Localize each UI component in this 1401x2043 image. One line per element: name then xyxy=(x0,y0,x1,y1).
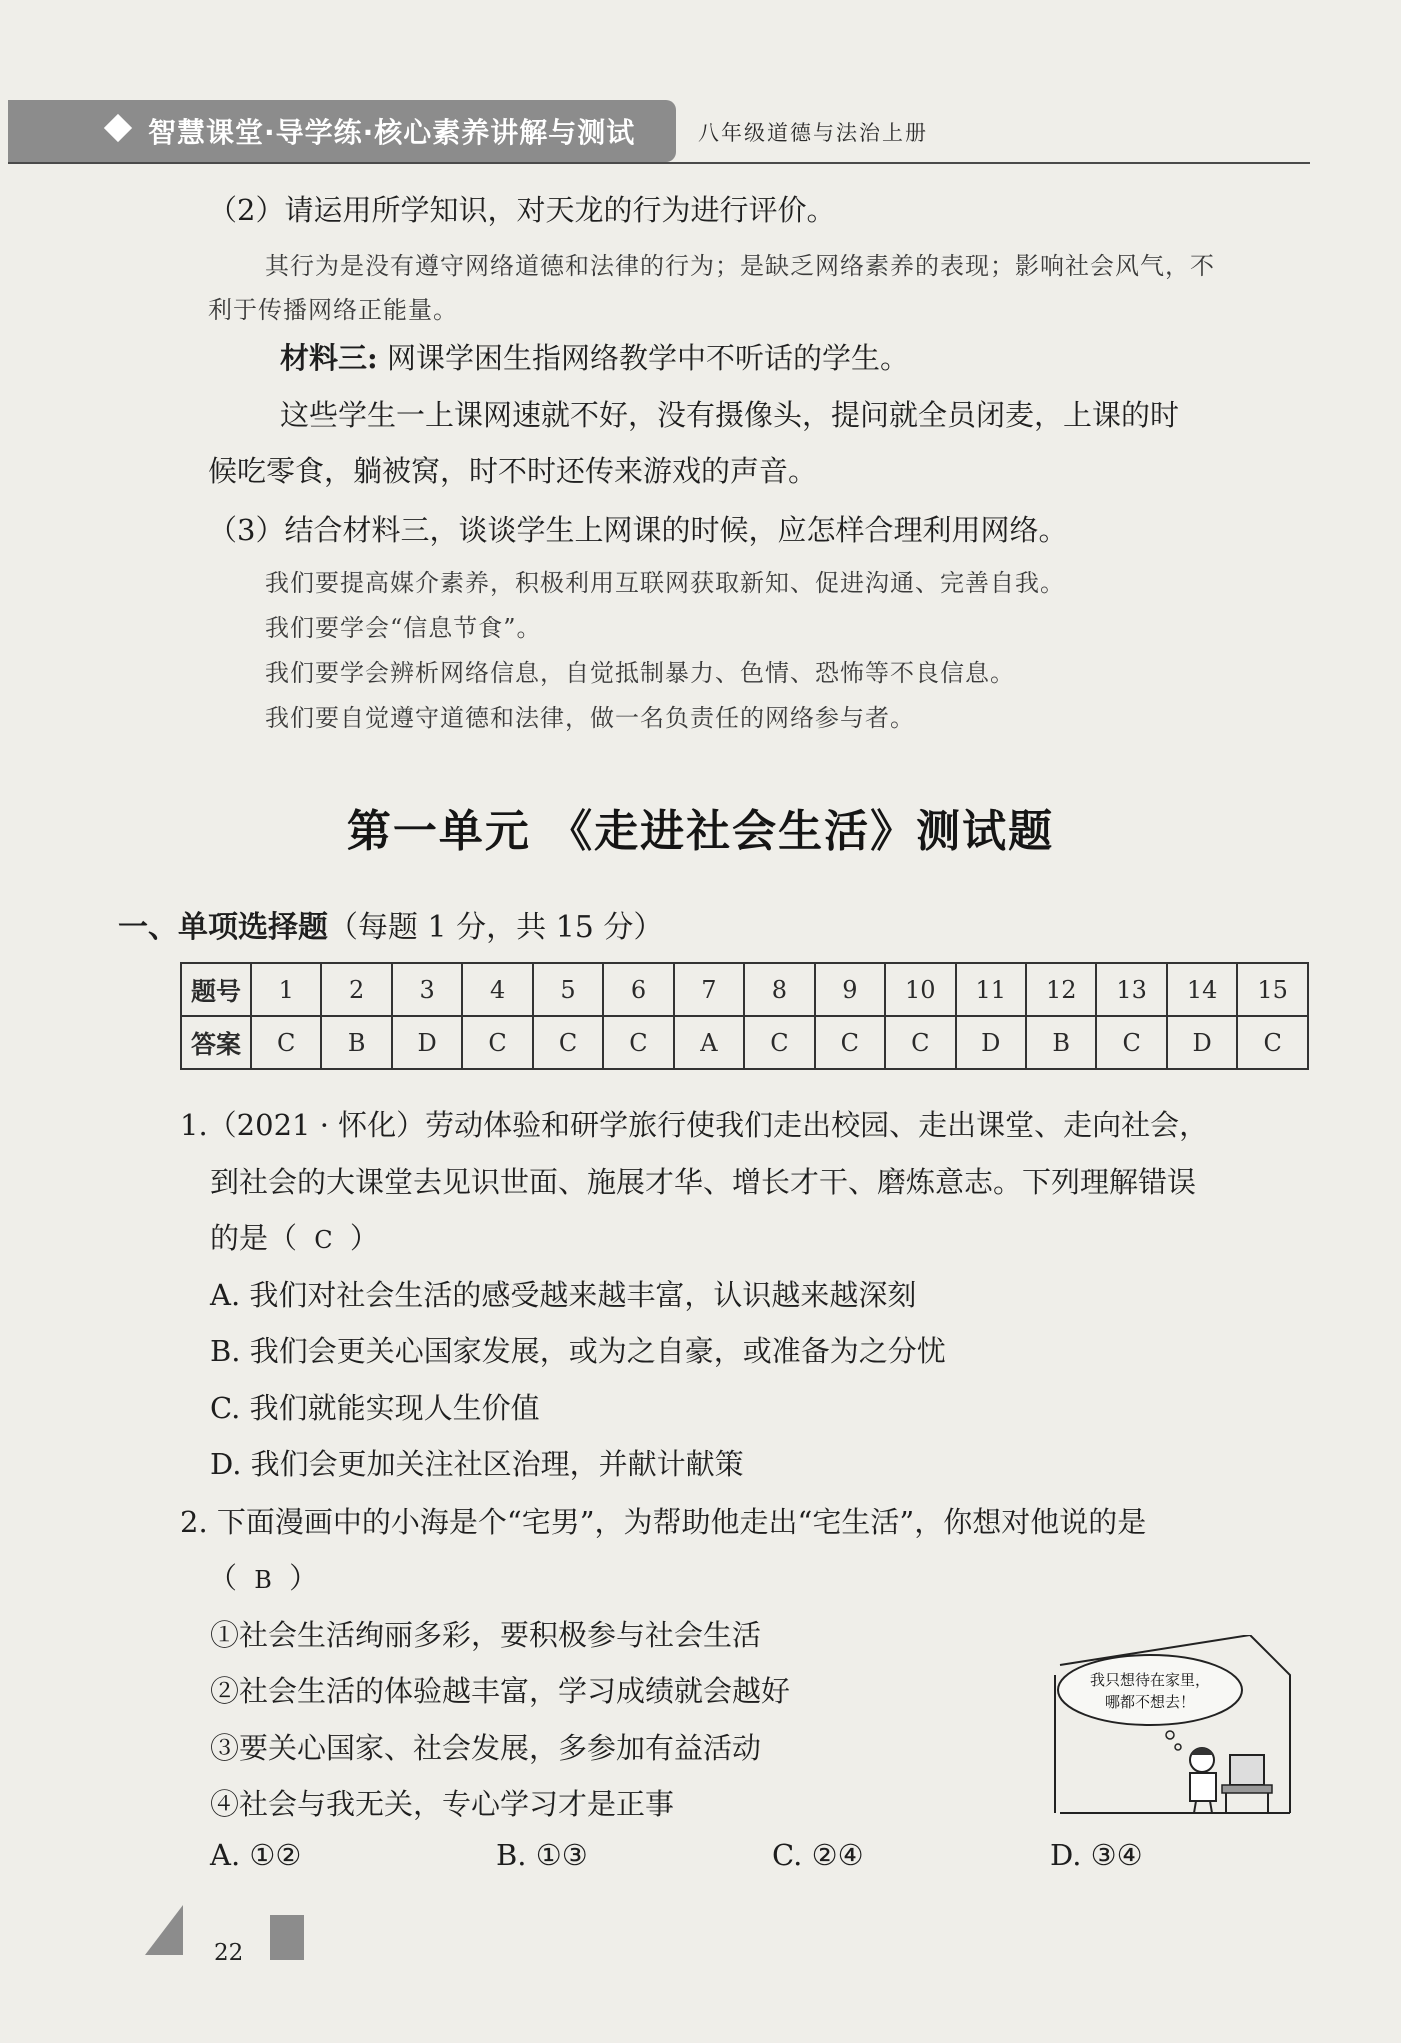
cartoon-speech-line: 我只想待在家里， xyxy=(1089,1671,1211,1689)
answer-cell: A xyxy=(674,1016,744,1069)
thought-bubble xyxy=(1058,1655,1242,1725)
row-label: 答案 xyxy=(181,1016,251,1069)
question-number: 1 xyxy=(251,963,321,1016)
q3-answer-line: 我们要学会“信息节食”。 xyxy=(265,614,542,642)
q1-option-c: C. 我们就能实现人生价值 xyxy=(210,1391,540,1425)
paren-open: 的是（ xyxy=(210,1221,298,1255)
question-number: 13 xyxy=(1096,963,1166,1016)
q2-prompt: （2）请运用所学知识，对天龙的行为进行评价。 xyxy=(208,193,836,227)
table-row xyxy=(181,963,1308,1016)
q1-option-a: A. 我们对社会生活的感受越来越丰富，认识越来越深刻 xyxy=(210,1278,917,1312)
question-number: 4 xyxy=(462,963,532,1016)
header-subtitle: 八年级道德与法治上册 xyxy=(698,121,928,145)
boy-leg xyxy=(1194,1801,1196,1813)
paren-close: ） xyxy=(349,1221,379,1255)
header-divider xyxy=(8,162,1310,164)
paren-close: ） xyxy=(289,1561,319,1595)
footer-block-decoration xyxy=(270,1915,304,1960)
q2-answer-line: 其行为是没有遵守网络道德和法律的行为；是缺乏网络素养的表现；影响社会风气，不 xyxy=(265,252,1215,280)
q2-choice-b: B. ①③ xyxy=(496,1838,588,1872)
page-number: 22 xyxy=(214,1940,244,1966)
question-number: 12 xyxy=(1026,963,1096,1016)
answer-table xyxy=(180,962,1309,1070)
question-number: 2 xyxy=(321,963,391,1016)
question-number: 5 xyxy=(533,963,603,1016)
q2-answer: B xyxy=(254,1566,272,1594)
answer-cell: B xyxy=(1026,1016,1096,1069)
q3-answer-line: 我们要提高媒介素养，积极利用互联网获取新知、促进沟通、完善自我。 xyxy=(265,569,1065,597)
material3-title-line xyxy=(280,336,909,377)
desk xyxy=(1222,1785,1272,1793)
boy-body xyxy=(1190,1773,1216,1801)
q1-stem-line: 1.（2021 · 怀化）劳动体验和研学旅行使我们走出校园、走出课堂、走向社会， xyxy=(180,1108,1209,1142)
paren-open: （ xyxy=(208,1561,238,1595)
q2-stem-end xyxy=(208,1556,318,1597)
section-heading xyxy=(118,902,663,946)
q2-stem-line: 2. 下面漫画中的小海是个“宅男”，为帮助他走出“宅生活”，你想对他说的是 xyxy=(180,1505,1147,1539)
row-label: 题号 xyxy=(181,963,251,1016)
answer-cell: B xyxy=(321,1016,391,1069)
header-title: 智慧课堂·导学练·核心素养讲解与测试 xyxy=(148,116,636,149)
material3-body-line: 这些学生一上课网速就不好，没有摄像头，提问就全员闭麦，上课的时 xyxy=(280,398,1180,432)
computer-monitor xyxy=(1230,1755,1264,1785)
section-note: （每题 1 分，共 15 分） xyxy=(328,910,664,945)
q3-answer-line: 我们要学会辨析网络信息，自觉抵制暴力、色情、恐怖等不良信息。 xyxy=(265,659,1015,687)
section-title: 一、单项选择题 xyxy=(118,910,328,945)
answer-cell: C xyxy=(1096,1016,1166,1069)
boy-hair xyxy=(1190,1748,1214,1756)
q3-prompt: （3）结合材料三，谈谈学生上网课的时候，应怎样合理利用网络。 xyxy=(208,513,1068,547)
boy-leg xyxy=(1210,1801,1212,1813)
q2-statement: ①社会生活绚丽多彩，要积极参与社会生活 xyxy=(210,1618,762,1652)
thought-dot xyxy=(1175,1744,1181,1750)
q2-statement: ③要关心国家、社会发展，多参加有益活动 xyxy=(210,1731,762,1765)
question-number: 8 xyxy=(744,963,814,1016)
question-number: 11 xyxy=(956,963,1026,1016)
q3-answer-line: 我们要自觉遵守道德和法律，做一名负责任的网络参与者。 xyxy=(265,704,915,732)
q1-option-b: B. 我们会更关心国家发展，或为之自豪，或准备为之分忧 xyxy=(210,1334,946,1368)
material3-body-line: 候吃零食，躺被窝，时不时还传来游戏的声音。 xyxy=(208,454,818,488)
q2-statement: ②社会生活的体验越丰富，学习成绩就会越好 xyxy=(210,1674,791,1708)
thought-dot xyxy=(1166,1731,1174,1739)
table-row xyxy=(181,1016,1308,1069)
q2-choice-a: A. ①② xyxy=(210,1838,302,1872)
answer-cell: C xyxy=(885,1016,955,1069)
answer-cell: D xyxy=(392,1016,462,1069)
question-number: 3 xyxy=(392,963,462,1016)
answer-cell: C xyxy=(603,1016,673,1069)
question-number: 7 xyxy=(674,963,744,1016)
answer-cell: C xyxy=(815,1016,885,1069)
question-number: 14 xyxy=(1167,963,1237,1016)
material3-title: 网课学困生指网络教学中不听话的学生。 xyxy=(386,341,909,375)
q1-stem-line: 到社会的大课堂去见识世面、施展才华、增长才干、磨炼意志。下列理解错误 xyxy=(210,1165,1197,1199)
q2-statement: ④社会与我无关，专心学习才是正事 xyxy=(210,1787,675,1821)
answer-cell: C xyxy=(251,1016,321,1069)
question-number: 6 xyxy=(603,963,673,1016)
q2-choice-c: C. ②④ xyxy=(772,1838,864,1872)
answer-cell: C xyxy=(533,1016,603,1069)
material3-label: 材料三: xyxy=(280,341,378,375)
answer-cell: C xyxy=(462,1016,532,1069)
answer-cell: D xyxy=(956,1016,1026,1069)
q1-stem-end xyxy=(210,1216,379,1257)
cartoon-speech-line: 哪都不想去！ xyxy=(1104,1693,1196,1711)
q2-choice-d: D. ③④ xyxy=(1050,1838,1143,1872)
q1-option-d: D. 我们会更加关注社区治理，并献计献策 xyxy=(210,1447,744,1481)
cartoon-illustration xyxy=(1050,1635,1295,1815)
answer-cell: C xyxy=(1237,1016,1308,1069)
answer-cell: D xyxy=(1167,1016,1237,1069)
question-number: 10 xyxy=(885,963,955,1016)
answer-cell: C xyxy=(744,1016,814,1069)
question-number: 15 xyxy=(1237,963,1308,1016)
footer-triangle-decoration xyxy=(145,1905,183,1955)
q1-answer: C xyxy=(314,1226,333,1254)
unit-title: 第一单元 《走进社会生活》测试题 xyxy=(346,806,1055,857)
question-number: 9 xyxy=(815,963,885,1016)
q2-answer-line: 利于传播网络正能量。 xyxy=(208,296,458,324)
